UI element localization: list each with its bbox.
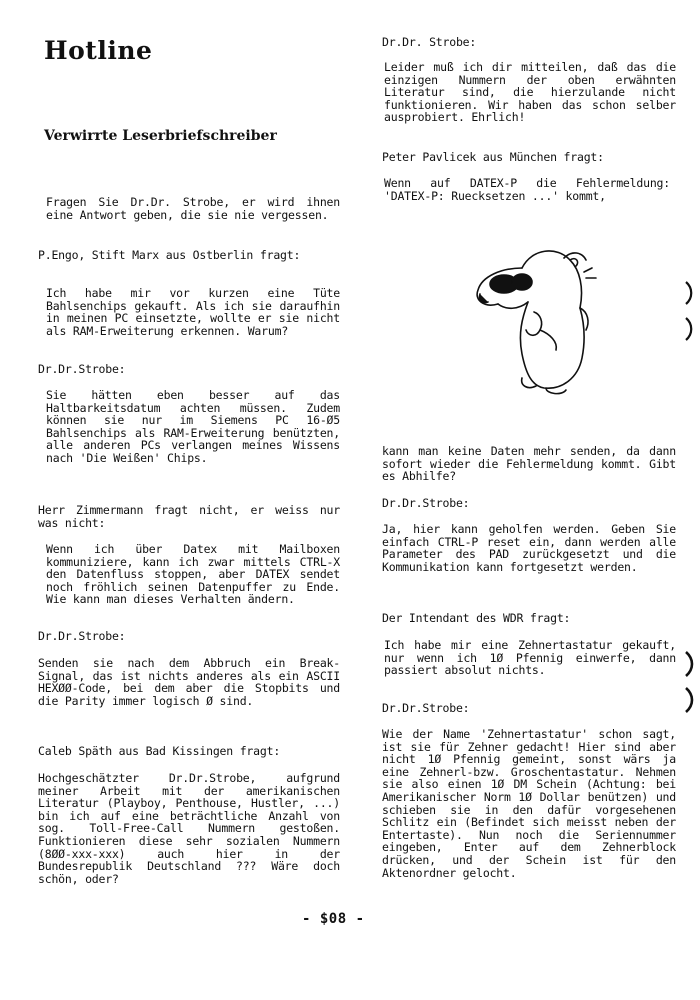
- answer-text: Wie der Name 'Zehnertastatur' schon sagt, ist sie für Zehner gedacht! Hier sind aber nicht 1Ø Pfennig gemeint, sonst wärs ja eine Zehnerl-bzw. Groschentastatur. Nehmen sie also einen 1Ø DM Schein (Achtung: bei Amerikanischer Norm 1Ø Dollar benützen) und schieben sie in den dafür vorgesehenen Schlitz ein (Befindet sich meisst neben der Entertaste). Nun noch die Seriennummer eingeben, Enter auf dem Zehnerblock drücken, und der Schein ist für den Aktenordner gelocht.: [382, 727, 676, 880]
- answer-text: Senden sie nach dem Abbruch ein Break-Signal, das ist nichts anderes als ein ASCII HEXØØ-Code, bei dem aber die Stopbits und die Parity immer logisch Ø sind.: [38, 656, 340, 708]
- answer-sender: Dr.Dr.Strobe:: [382, 496, 470, 510]
- letter-sender: Der Intendant des WDR fragt:: [382, 611, 571, 625]
- letter-text: Ich habe mir vor kurzen eine Tüte Bahlsenchips gekauft. Als ich sie daraufhin in meinen PC einsetzte, wollte er sie nicht als RAM-Erweiterung erkennen. Warum?: [46, 286, 340, 338]
- answer-sender: Dr.Dr.Strobe:: [382, 701, 470, 715]
- letter-sender: P.Engo, Stift Marx aus Ostberlin fragt:: [38, 248, 301, 262]
- cartoon-creature-illustration: [462, 238, 612, 398]
- letter-text: Hochgeschätzter Dr.Dr.Strobe, aufgrund meiner Arbeit mit der amerikanischen Literatur (Playboy, Penthouse, Hustler, ...) bin ich auf eine beträchtliche Anzahl von sog. Toll-Free-Call Nummern gestoßen. Funktionieren diese sehr sozialen Nummern (8ØØ-xxx-xxx) auch hier in der Bundesrepublik Deutschland ??? Wäre doch schön, oder?: [38, 771, 340, 886]
- letter-text: Wenn auf DATEX-P die Fehlermeldung: 'DATEX-P: Ruecksetzen ...' kommt,: [384, 176, 670, 203]
- parenthesis-mark: [683, 686, 695, 714]
- parenthesis-mark: [683, 316, 695, 342]
- answer-text: Ja, hier kann geholfen werden. Geben Sie einfach CTRL-P reset ein, dann werden alle Parameter des PAD zurückgesetzt und die Kommunikation kann fortgesetzt werden.: [382, 522, 676, 574]
- answer-sender: Dr.Dr.Strobe:: [38, 362, 126, 376]
- letter-sender: Caleb Späth aus Bad Kissingen fragt:: [38, 744, 281, 758]
- letter-text: Wenn ich über Datex mit Mailboxen kommuniziere, kann ich zwar mittels CTRL-X den Datenfluss stoppen, aber DATEX sendet noch fröhlich seinen Datenpuffer zu Ende. Wie kann man dieses Verhalten ändern.: [46, 542, 340, 607]
- answer-sender: Dr.Dr. Strobe:: [382, 35, 477, 49]
- page-number: - $08 -: [302, 911, 365, 927]
- section-subtitle: Verwirrte Leserbriefschreiber: [44, 128, 277, 144]
- letter-text-continued: kann man keine Daten mehr senden, da dann sofort wieder die Fehlermeldung kommt. Gibt es Abhilfe?: [382, 444, 676, 484]
- answer-text: Sie hätten eben besser auf das Haltbarkeitsdatum achten müssen. Zudem können sie nur im Siemens PC 16-Ø5 Bahlsenchips als RAM-Erweiterung benützten, alle anderen PCs verlangen meines Wissens nach 'Die Weißen' Chips.: [46, 388, 340, 465]
- intro-paragraph: Fragen Sie Dr.Dr. Strobe, er wird ihnen eine Antwort geben, die sie nie vergessen.: [46, 195, 340, 222]
- letter-sender: Herr Zimmermann fragt nicht, er weiss nur was nicht:: [38, 503, 340, 530]
- letter-text: Ich habe mir eine Zehnertastatur gekauft, nur wenn ich 1Ø Pfennig einwerfe, dann passiert absolut nichts.: [384, 638, 676, 678]
- answer-sender: Dr.Dr.Strobe:: [38, 629, 126, 643]
- parenthesis-mark: [683, 650, 695, 678]
- parenthesis-mark: [683, 280, 695, 306]
- page-title: Hotline: [44, 36, 153, 65]
- letter-sender: Peter Pavlicek aus München fragt:: [382, 150, 604, 164]
- answer-text: Leider muß ich dir mitteilen, daß das die einzigen Nummern der oben erwähnten Literatur sind, die hierzulande nicht funktionieren. Wir haben das schon selber ausprobiert. Ehrlich!: [384, 60, 676, 125]
